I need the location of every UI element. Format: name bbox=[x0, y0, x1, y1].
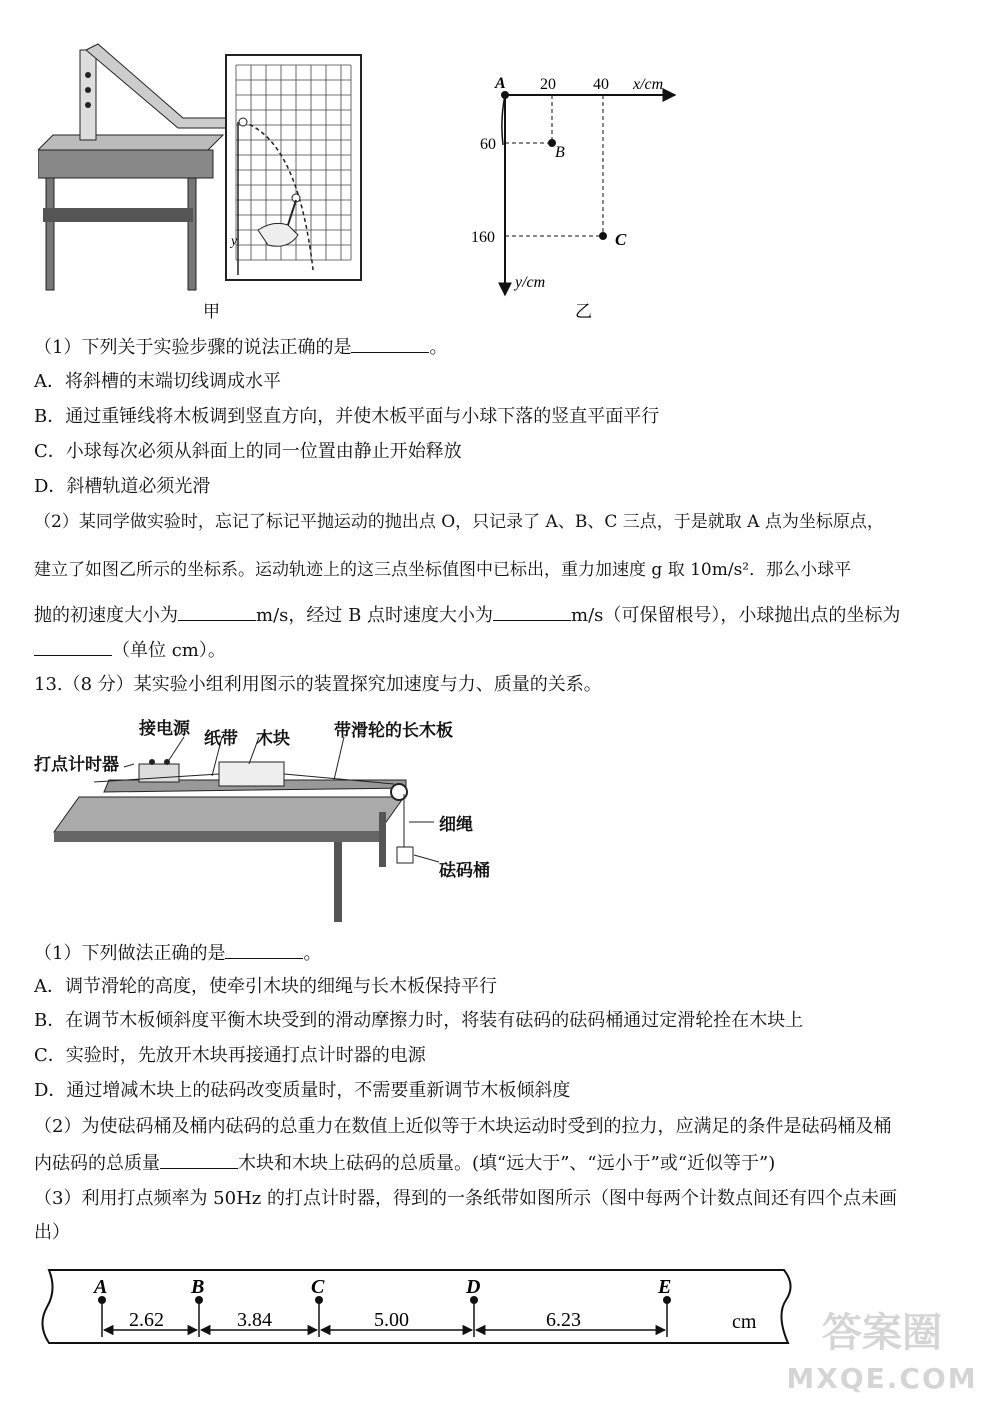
label-board: 带滑轮的长木板 bbox=[334, 721, 453, 741]
y-tick-160: 160 bbox=[471, 229, 495, 246]
q12-part2-line3 bbox=[34, 602, 970, 629]
q13-part2-text-b: 木块和木块上砝码的总质量。(填“远大于”、“远小于”或“近似等于”) bbox=[238, 1153, 776, 1174]
q12-part1-blank[interactable] bbox=[351, 334, 429, 353]
q12-part2-text-b: m/s，经过 B 点时速度大小为 bbox=[256, 605, 494, 626]
label-block: 木块 bbox=[256, 729, 290, 749]
x-tick-40: 40 bbox=[593, 76, 609, 93]
q12-speed-b-blank[interactable] bbox=[493, 602, 571, 621]
q12-option-d: D．斜槽轨道必须光滑 bbox=[34, 476, 211, 497]
q12-part2-line1: （2）某同学做实验时，忘记了标记平抛运动的抛出点 O，只记录了 A、B、C 三点，于是就取 A 点为坐标原点， bbox=[34, 512, 884, 532]
tape-unit: cm bbox=[732, 1311, 757, 1333]
tape-dist-bc: 3.84 bbox=[237, 1309, 272, 1331]
q13-part1 bbox=[34, 940, 970, 967]
q13-option-b: B．在调节木板倾斜度平衡木块受到的滑动摩擦力时，将装有砝码的砝码桶通过定滑轮拴在木块上 bbox=[34, 1010, 804, 1031]
q13-part2-text-a: 内砝码的总质量 bbox=[34, 1153, 160, 1174]
fig-jia-axis-y: y bbox=[231, 234, 238, 249]
x-axis-label: x/cm bbox=[633, 76, 664, 93]
watermark-top: 答案圈 bbox=[822, 1310, 942, 1356]
q12-option-b: B．通过重锤线将木板调到竖直方向，并使木板平面与小球下落的竖直平面平行 bbox=[34, 406, 660, 427]
tape-dist-cd: 5.00 bbox=[374, 1309, 409, 1331]
paper-tape-figure bbox=[34, 1265, 804, 1355]
point-a-label: A bbox=[495, 75, 506, 92]
q13-option-d: D．通过增减木块上的砝码改变质量时，不需要重新调节木板倾斜度 bbox=[34, 1080, 571, 1101]
watermark-bottom: MXQE.COM bbox=[786, 1362, 978, 1395]
q12-option-c: C．小球每次必须从斜面上的同一位置由静止开始释放 bbox=[34, 441, 462, 462]
q13-option-c: C．实验时，先放开木块再接通打点计时器的电源 bbox=[34, 1045, 426, 1066]
figure-jia-apparatus bbox=[38, 40, 378, 322]
q12-part2-text-a: 抛的初速度大小为 bbox=[34, 605, 178, 626]
point-b-label: B bbox=[555, 144, 565, 161]
q12-part2-text-d: （单位 cm）。 bbox=[112, 640, 226, 661]
figure-q13-apparatus bbox=[34, 712, 514, 924]
x-tick-20: 20 bbox=[540, 76, 556, 93]
watermark-logo bbox=[782, 1305, 982, 1415]
q13-part2-blank[interactable] bbox=[160, 1150, 238, 1169]
q13-part1-text: （1）下列做法正确的是 bbox=[34, 943, 226, 964]
q12-part2-line4 bbox=[34, 637, 970, 664]
q12-part1-text: （1）下列关于实验步骤的说法正确的是 bbox=[34, 337, 352, 358]
y-tick-60: 60 bbox=[480, 136, 496, 153]
label-bucket: 砝码桶 bbox=[439, 861, 490, 881]
tape-label-a: A bbox=[94, 1276, 108, 1298]
q12-initial-speed-blank[interactable] bbox=[178, 602, 256, 621]
q13-option-a: A．调节滑轮的高度，使牵引木块的细绳与长木板保持平行 bbox=[34, 976, 497, 997]
q13-part1-suffix: 。 bbox=[303, 943, 322, 964]
q12-part2-line2: 建立了如图乙所示的坐标系。运动轨迹上的这三点坐标值图中已标出，重力加速度 g 取 10m/s²．那么小球平 bbox=[34, 560, 852, 580]
label-power: 接电源 bbox=[139, 719, 190, 739]
q12-part2-text-c: m/s（可保留根号），小球抛出点的坐标为 bbox=[571, 605, 901, 626]
y-axis-label: y/cm bbox=[515, 274, 546, 291]
q13-title: 13.（8 分）某实验小组利用图示的装置探究加速度与力、质量的关系。 bbox=[34, 674, 602, 695]
tape-label-e: E bbox=[658, 1276, 672, 1298]
tape-label-b: B bbox=[191, 1276, 205, 1298]
q13-part1-blank[interactable] bbox=[225, 940, 303, 959]
point-c-label: C bbox=[615, 230, 627, 249]
label-rope: 细绳 bbox=[439, 815, 473, 835]
q13-part3-line2: 出） bbox=[34, 1222, 70, 1243]
tape-label-d: D bbox=[466, 1276, 481, 1298]
label-tape: 纸带 bbox=[204, 729, 238, 749]
figure-yi-coordinates bbox=[465, 65, 685, 320]
fig-yi-caption: 乙 bbox=[575, 302, 592, 320]
tape-dist-ab: 2.62 bbox=[129, 1309, 164, 1331]
q12-part1-suffix: 。 bbox=[429, 337, 448, 358]
q13-part2-line2 bbox=[34, 1150, 970, 1177]
q13-part3-line1: （3）利用打点频率为 50Hz 的打点计时器，得到的一条纸带如图所示（图中每两个计数点间还有四个点未画 bbox=[34, 1188, 897, 1209]
fig-jia-caption: 甲 bbox=[203, 302, 220, 321]
q13-part2-line1: （2）为使砝码桶及桶内砝码的总重力在数值上近似等于木块运动时受到的拉力，应满足的条件是砝码桶及桶 bbox=[34, 1116, 892, 1137]
point-c-marker bbox=[599, 232, 607, 240]
label-timer: 打点计时器 bbox=[34, 755, 119, 775]
tape-label-c: C bbox=[311, 1276, 325, 1298]
q12-option-a: A．将斜槽的末端切线调成水平 bbox=[34, 371, 281, 392]
q12-part1 bbox=[34, 334, 970, 361]
tape-dist-de: 6.23 bbox=[546, 1309, 581, 1331]
q12-origin-coord-blank[interactable] bbox=[34, 637, 112, 656]
